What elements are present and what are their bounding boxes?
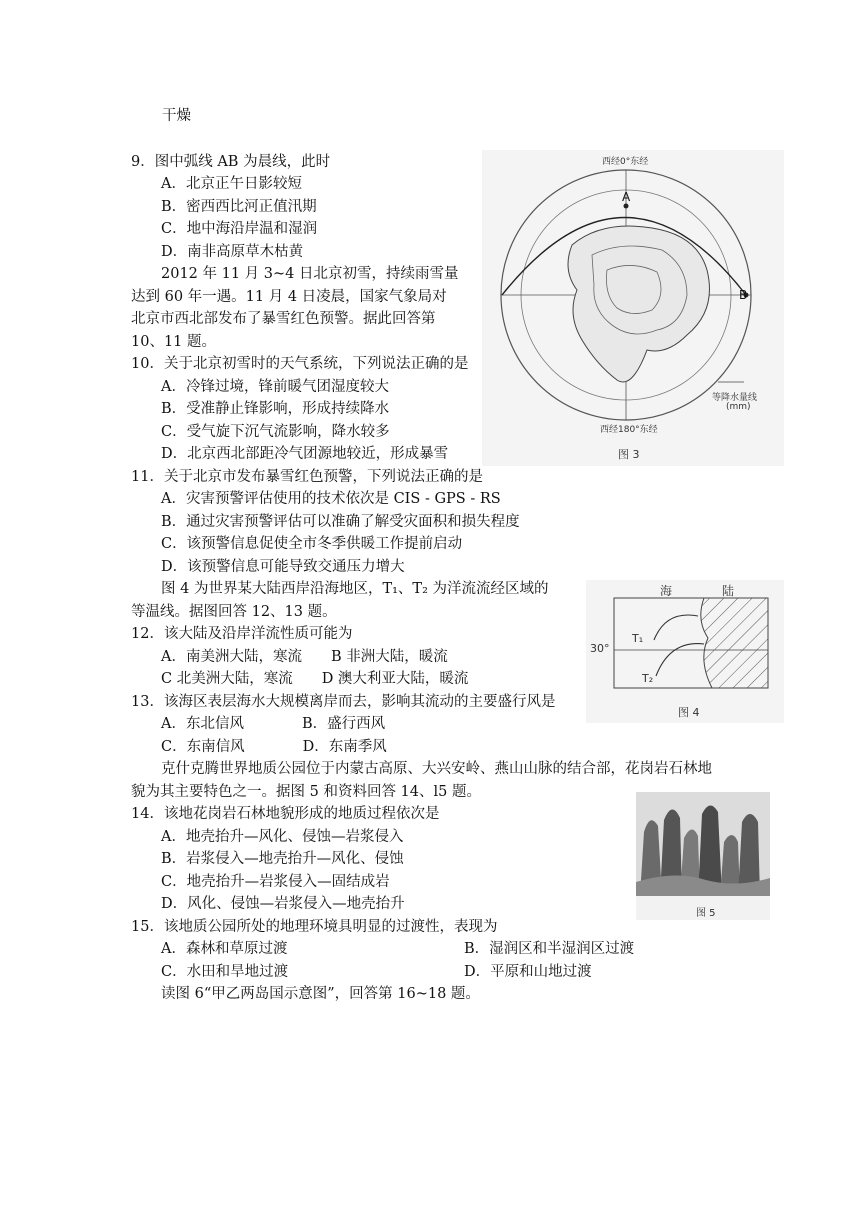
passage-line: 10、11 题。 xyxy=(131,334,217,350)
option-14c: C．地壳抬升—岩浆侵入—固结成岩 xyxy=(161,874,390,890)
coast-diagram-svg xyxy=(586,580,784,723)
question-15: 15．该地质公园所处的地理环境具明显的过渡性，表现为 xyxy=(131,919,498,935)
option-11c: C．该预警信息促使全市冬季供暖工作提前启动 xyxy=(161,536,463,552)
passage-line: 北京市西北部发布了暴雪红色预警。据此回答第 xyxy=(131,311,436,327)
option-9c: C．地中海沿岸温和湿润 xyxy=(161,221,318,237)
passage-line: 读图 6“甲乙两岛国示意图”，回答第 16~18 题。 xyxy=(161,986,480,1002)
option-14a: A．地壳抬升—风化、侵蚀—岩浆侵入 xyxy=(161,829,404,845)
legend-label: 等降水量线 xyxy=(712,393,758,403)
point-b-label: B xyxy=(739,288,748,302)
question-12: 12．该大陆及沿岸洋流性质可能为 xyxy=(131,626,353,642)
land-label: 陆 xyxy=(722,584,735,598)
option-12ab: A．南美洲大陆，寒流 B 非洲大陆，暖流 xyxy=(161,649,448,665)
question-14: 14．该地花岗岩石林地貌形成的地质过程依次是 xyxy=(131,806,440,822)
option-14b: B．岩浆侵入—地壳抬升—风化、侵蚀 xyxy=(161,851,404,867)
option-11d: D．该预警信息可能导致交通压力增大 xyxy=(161,559,405,575)
question-13: 13．该海区表层海水大规模离岸而去，影响其流动的主要盛行风是 xyxy=(131,694,556,710)
t1-label: T₁ xyxy=(632,632,644,645)
option-9d: D．南非高原草木枯黄 xyxy=(161,244,304,260)
option-15d: D．平原和山地过渡 xyxy=(464,964,592,980)
passage-line: 2012 年 11 月 3~4 日北京初雪，持续雨雪量 xyxy=(161,266,459,282)
option-14d: D．风化、侵蚀—岩浆侵入—地壳抬升 xyxy=(161,896,405,912)
option-15c: C．水田和旱地过渡 xyxy=(161,964,289,980)
question-9: 9．图中弧线 AB 为晨线，此时 xyxy=(131,154,331,170)
option-9b: B．密西西比河正值汛期 xyxy=(161,199,317,215)
sea-label: 海 xyxy=(660,584,673,598)
option-11a: A．灾害预警评估使用的技术依次是 CIS - GPS - RS xyxy=(161,491,501,507)
option-13ab: A．东北信风 B．盛行西风 xyxy=(161,716,386,732)
option-10a: A．冷锋过境，锋前暖气团湿度较大 xyxy=(161,379,389,395)
text-line: 干燥 xyxy=(162,108,191,124)
option-10d: D．北京西北部距冷气团源地较近，形成暴雪 xyxy=(161,446,449,462)
option-13cd: C．东南信风 D．东南季风 xyxy=(161,739,387,755)
map-bottom-label: 西经180°东经 xyxy=(600,425,658,435)
t2-label: T₂ xyxy=(642,672,654,685)
polar-map-svg xyxy=(482,150,784,466)
passage-line: 图 4 为世界某大陆西岸沿海地区，T₁、T₂ 为洋流流经区域的 xyxy=(161,581,549,597)
passage-line: 等温线。据图回答 12、13 题。 xyxy=(131,604,337,620)
option-10c: C．受气旋下沉气流影响，降水较多 xyxy=(161,424,390,440)
figure-5-caption: 图 5 xyxy=(696,908,716,919)
question-11: 11．关于北京市发布暴雪红色预警，下列说法正确的是 xyxy=(131,469,483,485)
passage-line: 达到 60 年一遇。11 月 4 日凌晨，国家气象局对 xyxy=(131,289,447,305)
question-10: 10．关于北京初雪时的天气系统，下列说法正确的是 xyxy=(131,356,469,372)
passage-line: 克什克腾世界地质公园位于内蒙古高原、大兴安岭、燕山山脉的结合部，花岗岩石林地 xyxy=(161,761,712,777)
figure-4-caption: 图 4 xyxy=(678,706,700,719)
figure-3-caption: 图 3 xyxy=(618,448,640,461)
option-12cd: C 北美洲大陆，寒流 D 澳大利亚大陆，暖流 xyxy=(161,671,469,687)
option-15a: A．森林和草原过渡 xyxy=(161,941,288,957)
map-top-label: 西经0°东经 xyxy=(602,157,649,167)
stone-forest-image xyxy=(636,792,770,904)
option-11b: B．通过灾害预警评估可以准确了解受灾面积和损失程度 xyxy=(161,514,520,530)
option-15b: B．湿润区和半湿润区过渡 xyxy=(464,941,635,957)
figure-3-map xyxy=(482,150,784,466)
passage-line: 貌为其主要特色之一。据图 5 和资料回答 14、l5 题。 xyxy=(131,784,481,800)
figure-5-photo xyxy=(636,792,770,920)
option-10b: B．受准静止锋影响，形成持续降水 xyxy=(161,401,390,417)
option-9a: A．北京正午日影较短 xyxy=(161,176,302,192)
latitude-label: 30° xyxy=(590,642,610,655)
point-a-label: A xyxy=(622,190,631,204)
legend-unit: (mm) xyxy=(726,402,751,412)
figure-4-diagram xyxy=(586,580,784,723)
